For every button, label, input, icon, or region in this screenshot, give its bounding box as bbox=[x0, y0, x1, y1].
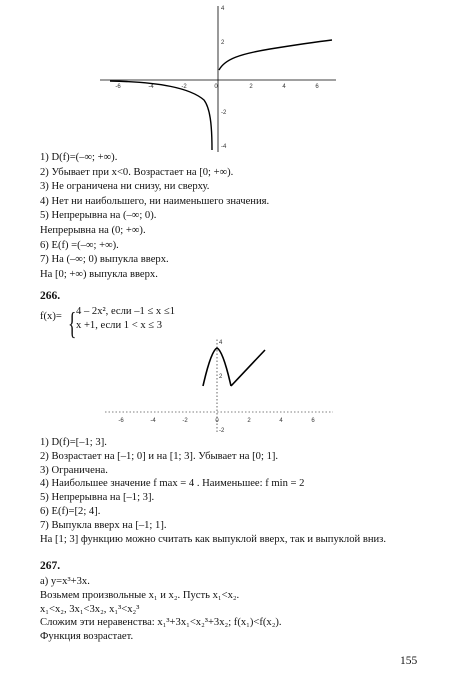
tick-label: 0 bbox=[214, 84, 218, 90]
property-line: 6) E(f) =(–∞; +∞). bbox=[40, 239, 119, 251]
tick-label: 0 bbox=[215, 418, 219, 424]
solution-line: Возьмем произвольные x₁ и x₂. Пусть x₁<x₂. bbox=[40, 589, 240, 601]
tick-label: 2 bbox=[219, 374, 223, 380]
solution-line: Сложим эти неравенства: x₁³+3x₁<x₂³+3x₂; f(x₁)<f(x₂). bbox=[40, 617, 282, 629]
problem-266-number: 266. bbox=[40, 290, 61, 302]
problem-267-number: 267. bbox=[40, 560, 61, 572]
tick-label: 2 bbox=[221, 40, 225, 46]
curve-right-branch bbox=[219, 40, 332, 70]
tick-label: -2 bbox=[182, 418, 188, 424]
page-number: 155 bbox=[400, 655, 418, 667]
property-line: На [1; 3] функцию можно считать как выпуклой вверх, так и выпуклой вниз. bbox=[40, 533, 386, 545]
linear-segment bbox=[231, 350, 265, 386]
tick-label: -4 bbox=[148, 84, 154, 90]
tick-label: 2 bbox=[249, 84, 253, 90]
tick-label: 6 bbox=[315, 84, 319, 90]
property-line: Непрерывна на (0; +∞). bbox=[40, 225, 146, 236]
tick-label: -2 bbox=[219, 428, 225, 434]
property-line: 4) Наибольшее значение f max = 4 . Наименьшее: f min = 2 bbox=[40, 478, 305, 490]
tick-label: 4 bbox=[221, 6, 225, 12]
property-line: 3) Не ограничена ни снизу, ни сверху. bbox=[40, 181, 210, 193]
property-line: 2) Возрастает на [–1; 0] и на [1; 3]. Убывает на [0; 1]. bbox=[40, 450, 279, 462]
property-line: 5) Непрерывна на [–1; 3]. bbox=[40, 492, 155, 504]
tick-label: -2 bbox=[221, 110, 227, 116]
tick-label: -2 bbox=[181, 84, 187, 90]
tick-label: 4 bbox=[279, 418, 283, 424]
graph-1 bbox=[100, 4, 340, 154]
solution-line: Функция возрастает. bbox=[40, 631, 134, 643]
property-line: 7) На (–∞; 0) выпукла вверх. bbox=[40, 254, 169, 266]
tick-label: 4 bbox=[282, 84, 286, 90]
tick-label: -4 bbox=[221, 144, 227, 150]
tick-label: 4 bbox=[219, 340, 223, 346]
property-line: 4) Нет ни наибольшего, ни наименьшего значения. bbox=[40, 195, 270, 207]
solution-line: x₁<x₂, 3x₁<3x₂, x₁³<x₂³ bbox=[40, 603, 140, 615]
function-label: f(x)= bbox=[40, 311, 62, 322]
property-line: 6) E(f)=[2; 4]. bbox=[40, 506, 101, 517]
property-line: 7) Выпукла вверх на [–1; 1]. bbox=[40, 519, 167, 531]
property-line: 3) Ограничена. bbox=[40, 464, 108, 476]
property-line: 1) D(f)=[–1; 3]. bbox=[40, 437, 107, 448]
graph-2 bbox=[105, 336, 335, 436]
system-case-1: 4 – 2x², если –1 ≤ x ≤1 bbox=[76, 306, 175, 317]
tick-label: 6 bbox=[311, 418, 315, 424]
curve-left-branch bbox=[110, 81, 212, 150]
tick-label: -6 bbox=[115, 84, 121, 90]
system-case-2: x +1, если 1 < x ≤ 3 bbox=[76, 320, 163, 331]
property-line: 1) D(f)=(–∞; +∞). bbox=[40, 152, 118, 163]
tick-label: 2 bbox=[247, 418, 251, 424]
property-line: 5) Непрерывна на (–∞; 0). bbox=[40, 210, 157, 222]
property-line: На [0; +∞) выпукла вверх. bbox=[40, 268, 158, 280]
system-brace: { bbox=[68, 305, 77, 341]
solution-line: а) y=x³+3x. bbox=[40, 576, 90, 587]
tick-label: -6 bbox=[118, 418, 124, 424]
property-line: 2) Убывает при x<0. Возрастает на [0; +∞). bbox=[40, 166, 234, 178]
tick-label: -4 bbox=[150, 418, 156, 424]
